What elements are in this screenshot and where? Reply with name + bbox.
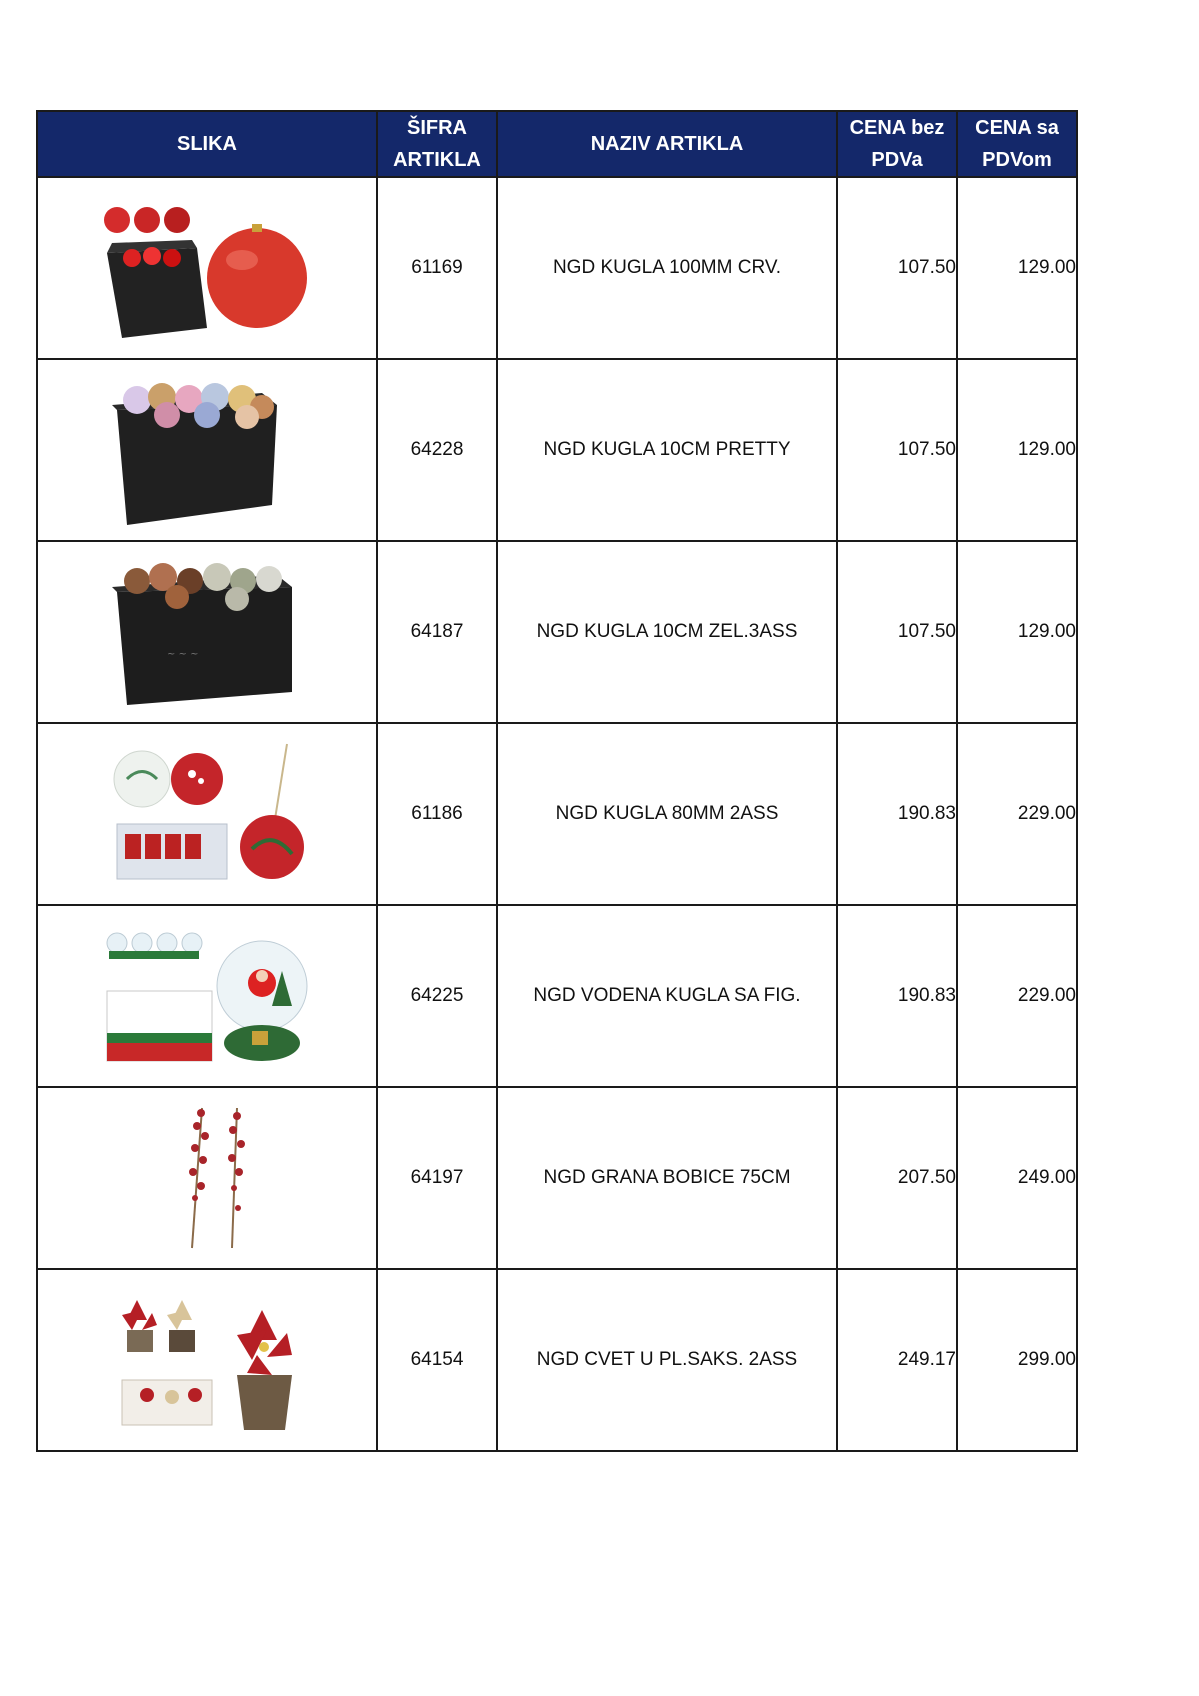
product-table bbox=[36, 110, 1078, 1452]
table-row bbox=[37, 905, 1077, 1087]
red-berry-branches-image bbox=[97, 1098, 317, 1258]
table-row bbox=[37, 177, 1077, 359]
price-without-vat: 190.83 bbox=[837, 723, 957, 905]
table-header-row bbox=[37, 111, 1077, 177]
header-name-label: NAZIV ARTIKLA bbox=[590, 133, 744, 155]
header-code bbox=[377, 111, 497, 177]
price-without-vat: 190.83 bbox=[837, 905, 957, 1087]
product-name: NGD KUGLA 10CM PRETTY bbox=[497, 359, 837, 541]
table-row bbox=[37, 723, 1077, 905]
table-row bbox=[37, 541, 1077, 723]
product-name: NGD CVET U PL.SAKS. 2ASS bbox=[497, 1269, 837, 1451]
price-with-vat: 229.00 bbox=[957, 723, 1077, 905]
product-name: NGD KUGLA 80MM 2ASS bbox=[497, 723, 837, 905]
price-with-vat: 129.00 bbox=[957, 177, 1077, 359]
product-code: 64187 bbox=[377, 541, 497, 723]
product-code: 64225 bbox=[377, 905, 497, 1087]
table-row bbox=[37, 1269, 1077, 1451]
price-without-vat: 249.17 bbox=[837, 1269, 957, 1451]
product-name: NGD VODENA KUGLA SA FIG. bbox=[497, 905, 837, 1087]
product-code: 64197 bbox=[377, 1087, 497, 1269]
product-name: NGD GRANA BOBICE 75CM bbox=[497, 1087, 837, 1269]
price-with-vat: 249.00 bbox=[957, 1087, 1077, 1269]
product-code: 61186 bbox=[377, 723, 497, 905]
header-price-net-line1: CENA bez bbox=[849, 117, 945, 139]
product-image-cell bbox=[37, 905, 377, 1087]
table-row bbox=[37, 1087, 1077, 1269]
price-with-vat: 299.00 bbox=[957, 1269, 1077, 1451]
price-with-vat: 129.00 bbox=[957, 359, 1077, 541]
product-code: 64154 bbox=[377, 1269, 497, 1451]
header-image bbox=[37, 111, 377, 177]
poinsettia-in-pots-image bbox=[97, 1285, 317, 1435]
product-name: NGD KUGLA 10CM ZEL.3ASS bbox=[497, 541, 837, 723]
header-code-line2: ARTIKLA bbox=[393, 149, 481, 171]
table-row bbox=[37, 359, 1077, 541]
header-price-gross bbox=[957, 111, 1077, 177]
svg-text:~ ~ ~: ~ ~ ~ bbox=[167, 649, 199, 660]
bronze-silver-ornament-balls-image bbox=[97, 557, 317, 707]
product-image-cell bbox=[37, 1087, 377, 1269]
header-price-gross-line1: CENA sa bbox=[975, 117, 1059, 139]
product-code: 64228 bbox=[377, 359, 497, 541]
product-image-cell bbox=[37, 359, 377, 541]
price-with-vat: 129.00 bbox=[957, 541, 1077, 723]
product-image-cell bbox=[37, 723, 377, 905]
price-without-vat: 207.50 bbox=[837, 1087, 957, 1269]
price-without-vat: 107.50 bbox=[837, 541, 957, 723]
price-with-vat: 229.00 bbox=[957, 905, 1077, 1087]
header-image-label: SLIKA bbox=[177, 133, 237, 155]
product-image-cell bbox=[37, 177, 377, 359]
product-name: NGD KUGLA 100MM CRV. bbox=[497, 177, 837, 359]
header-price-net-line2: PDVa bbox=[871, 149, 923, 171]
santa-snow-globe-image bbox=[97, 921, 317, 1071]
header-price-net bbox=[837, 111, 957, 177]
header-price-gross-line2: PDVom bbox=[982, 149, 1052, 171]
red-ornament-balls-image bbox=[97, 198, 317, 338]
pastel-ornament-balls-image bbox=[97, 375, 317, 525]
header-code-line1: ŠIFRA bbox=[407, 117, 467, 139]
price-without-vat: 107.50 bbox=[837, 359, 957, 541]
product-code: 61169 bbox=[377, 177, 497, 359]
price-without-vat: 107.50 bbox=[837, 177, 957, 359]
product-image-cell bbox=[37, 541, 377, 723]
product-image-cell bbox=[37, 1269, 377, 1451]
header-name bbox=[497, 111, 837, 177]
decorated-glass-balls-image bbox=[97, 739, 317, 889]
